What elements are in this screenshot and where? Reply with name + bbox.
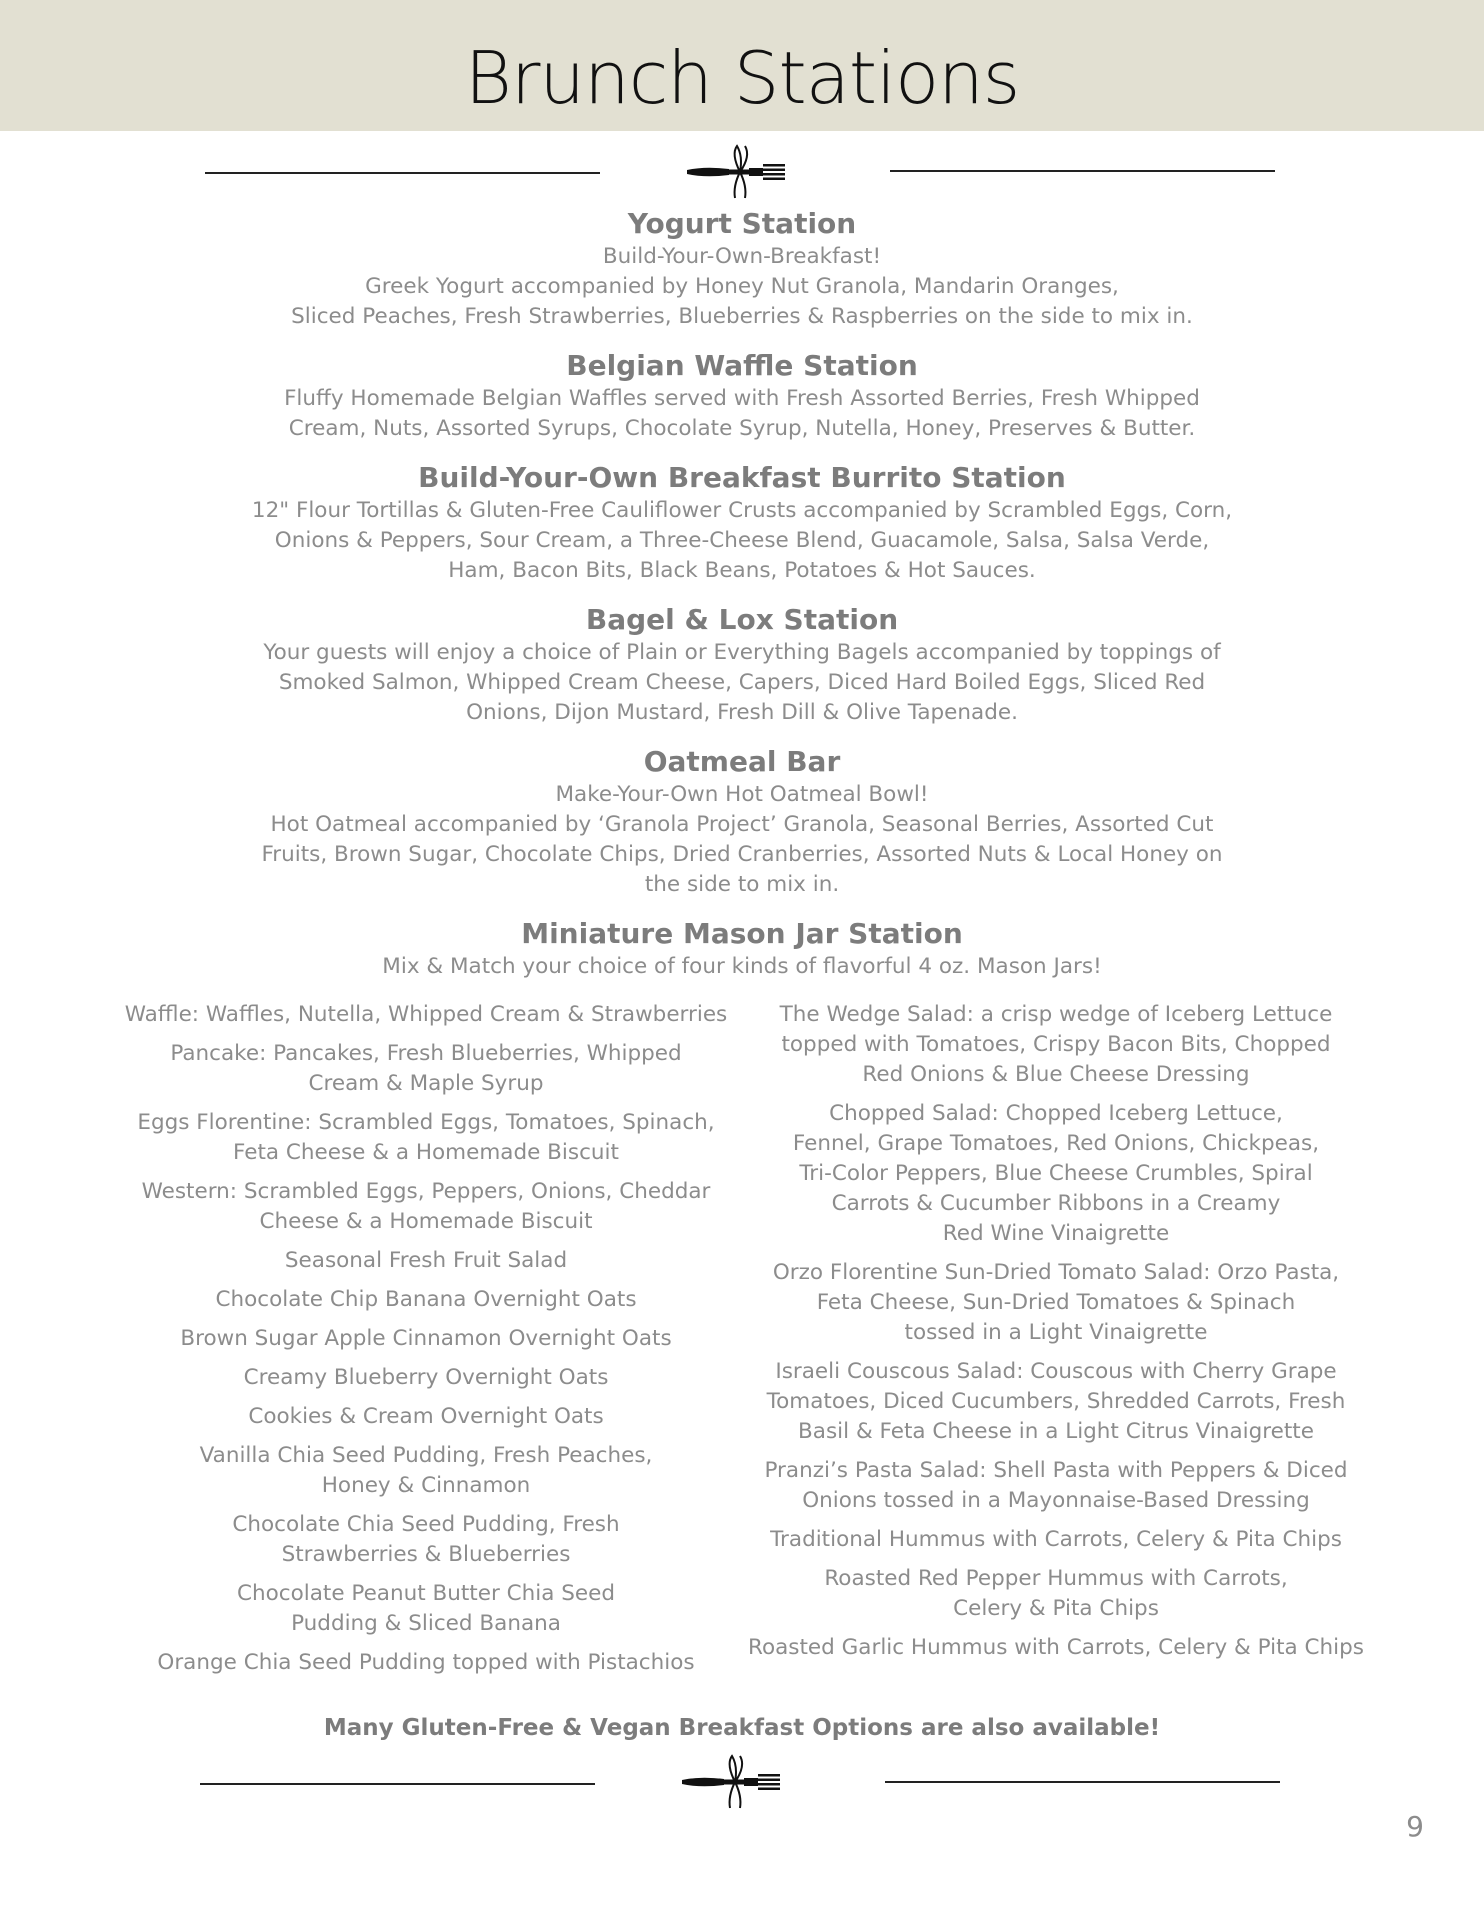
station-description: Your guests will enjoy a choice of Plain or Everything Bagels accompanied by toppings of Smoked Salmon, Whipped Cream Cheese, Capers, Diced Hard Boiled Eggs, Sliced Red Onions, Dijon Mustard, Fresh Dill & Olive Tapenade. — [263, 640, 1221, 725]
list-item: Chocolate Chip Banana Overnight Oats — [215, 1287, 637, 1312]
list-item: Roasted Garlic Hummus with Carrots, Celery & Pita Chips — [748, 1635, 1364, 1660]
list-item: Orange Chia Seed Pudding topped with Pistachios — [157, 1650, 695, 1675]
list-item: Chocolate Chia Seed Pudding, Fresh Strawberries & Blueberries — [232, 1512, 620, 1567]
bottom-divider-left — [200, 1783, 595, 1785]
list-item: Pranzi’s Pasta Salad: Shell Pasta with Peppers & Diced Onions tossed in a Mayonnaise-Based Dressing — [764, 1458, 1348, 1513]
list-item: Brown Sugar Apple Cinnamon Overnight Oats — [180, 1326, 672, 1351]
list-item: Vanilla Chia Seed Pudding, Fresh Peaches, Honey & Cinnamon — [199, 1443, 653, 1498]
list-item: Western: Scrambled Eggs, Peppers, Onions, Cheddar Cheese & a Homemade Biscuit — [141, 1179, 711, 1234]
station-mason-jar — [0, 916, 1484, 982]
stations-list — [0, 206, 1484, 982]
list-item: Chocolate Peanut Butter Chia Seed Pudding & Sliced Banana — [236, 1581, 616, 1636]
station-description: Mix & Match your choice of four kinds of flavorful 4 oz. Mason Jars! — [382, 954, 1102, 979]
station-description: Build-Your-Own-Breakfast! Greek Yogurt accompanied by Honey Nut Granola, Mandarin Oranges, Sliced Peaches, Fresh Strawberries, Blueberries & Raspberries on the side to mix in. — [291, 244, 1193, 329]
station-title: Oatmeal Bar — [643, 745, 841, 778]
station-description: Fluffy Homemade Belgian Waffles served with Fresh Assorted Berries, Fresh Whipped Cream, Nuts, Assorted Syrups, Chocolate Syrup, Nutella, Honey, Preserves & Butter. — [284, 386, 1200, 441]
list-item: Cookies & Cream Overnight Oats — [248, 1404, 604, 1429]
list-item: Chopped Salad: Chopped Iceberg Lettuce, Fennel, Grape Tomatoes, Red Onions, Chickpeas, Tri-Color Peppers, Blue Cheese Crumbles, Spiral Carrots & Cucumber Ribbons in a Creamy Red Wine Vinaigrette — [792, 1101, 1320, 1246]
list-item: Orzo Florentine Sun-Dried Tomato Salad: Orzo Pasta, Feta Cheese, Sun-Dried Tomatoes & Spinach tossed in a Light Vinaigrette — [772, 1260, 1340, 1345]
list-item: Roasted Red Pepper Hummus with Carrots, Celery & Pita Chips — [824, 1566, 1288, 1621]
station-oatmeal-bar — [0, 744, 1484, 900]
list-item: Traditional Hummus with Carrots, Celery & Pita Chips — [770, 1527, 1342, 1552]
station-belgian-waffle — [0, 348, 1484, 444]
list-item: Israeli Couscous Salad: Couscous with Cherry Grape Tomatoes, Diced Cucumbers, Shredded Carrots, Fresh Basil & Feta Cheese in a Light Citrus Vinaigrette — [766, 1359, 1346, 1444]
footer-note: Many Gluten-Free & Vegan Breakfast Options are also available! — [323, 1715, 1161, 1741]
station-title: Build-Your-Own Breakfast Burrito Station — [418, 461, 1066, 494]
station-title: Bagel & Lox Station — [585, 603, 899, 636]
list-item: The Wedge Salad: a crisp wedge of Iceberg Lettuce topped with Tomatoes, Crispy Bacon Bits, Chopped Red Onions & Blue Cheese Dressing — [779, 1002, 1333, 1087]
fork-knife-icon — [685, 142, 795, 202]
station-bagel-lox — [0, 602, 1484, 728]
list-item: Eggs Florentine: Scrambled Eggs, Tomatoes, Spinach, Feta Cheese & a Homemade Biscuit — [137, 1110, 715, 1165]
list-item: Waffle: Waffles, Nutella, Whipped Cream & Strawberries — [124, 1002, 728, 1027]
mason-right-column — [746, 1000, 1366, 1672]
fork-knife-icon — [680, 1752, 790, 1812]
top-divider-left — [205, 172, 600, 174]
station-description: 12" Flour Tortillas & Gluten-Free Cauliflower Crusts accompanied by Scrambled Eggs, Corn, Onions & Peppers, Sour Cream, a Three-Cheese Blend, Guacamole, Salsa, Salsa Verde, Ham, Bacon Bits, Black Beans, Potatoes & Hot Sauces. — [251, 498, 1233, 583]
station-title: Yogurt Station — [627, 207, 857, 240]
station-breakfast-burrito — [0, 460, 1484, 586]
station-yogurt — [0, 206, 1484, 332]
list-item: Creamy Blueberry Overnight Oats — [243, 1365, 609, 1390]
page-title: Brunch Stations — [464, 36, 1020, 120]
mason-left-column — [118, 1000, 734, 1687]
list-item: Pancake: Pancakes, Fresh Blueberries, Whipped Cream & Maple Syrup — [170, 1041, 682, 1096]
station-description: Make-Your-Own Hot Oatmeal Bowl! Hot Oatmeal accompanied by ‘Granola Project’ Granola, Seasonal Berries, Assorted Cut Fruits, Brown Sugar, Chocolate Chips, Dried Cranberries, Assorted Nuts & Local Honey on the side to mix in. — [261, 782, 1223, 897]
station-title: Miniature Mason Jar Station — [521, 917, 963, 950]
mason-jar-options — [0, 1000, 1484, 1680]
page-number: 9 — [1406, 1810, 1424, 1843]
bottom-divider-right — [885, 1781, 1280, 1783]
station-title: Belgian Waffle Station — [566, 349, 918, 382]
list-item: Seasonal Fresh Fruit Salad — [284, 1248, 568, 1273]
top-divider-right — [890, 170, 1275, 172]
